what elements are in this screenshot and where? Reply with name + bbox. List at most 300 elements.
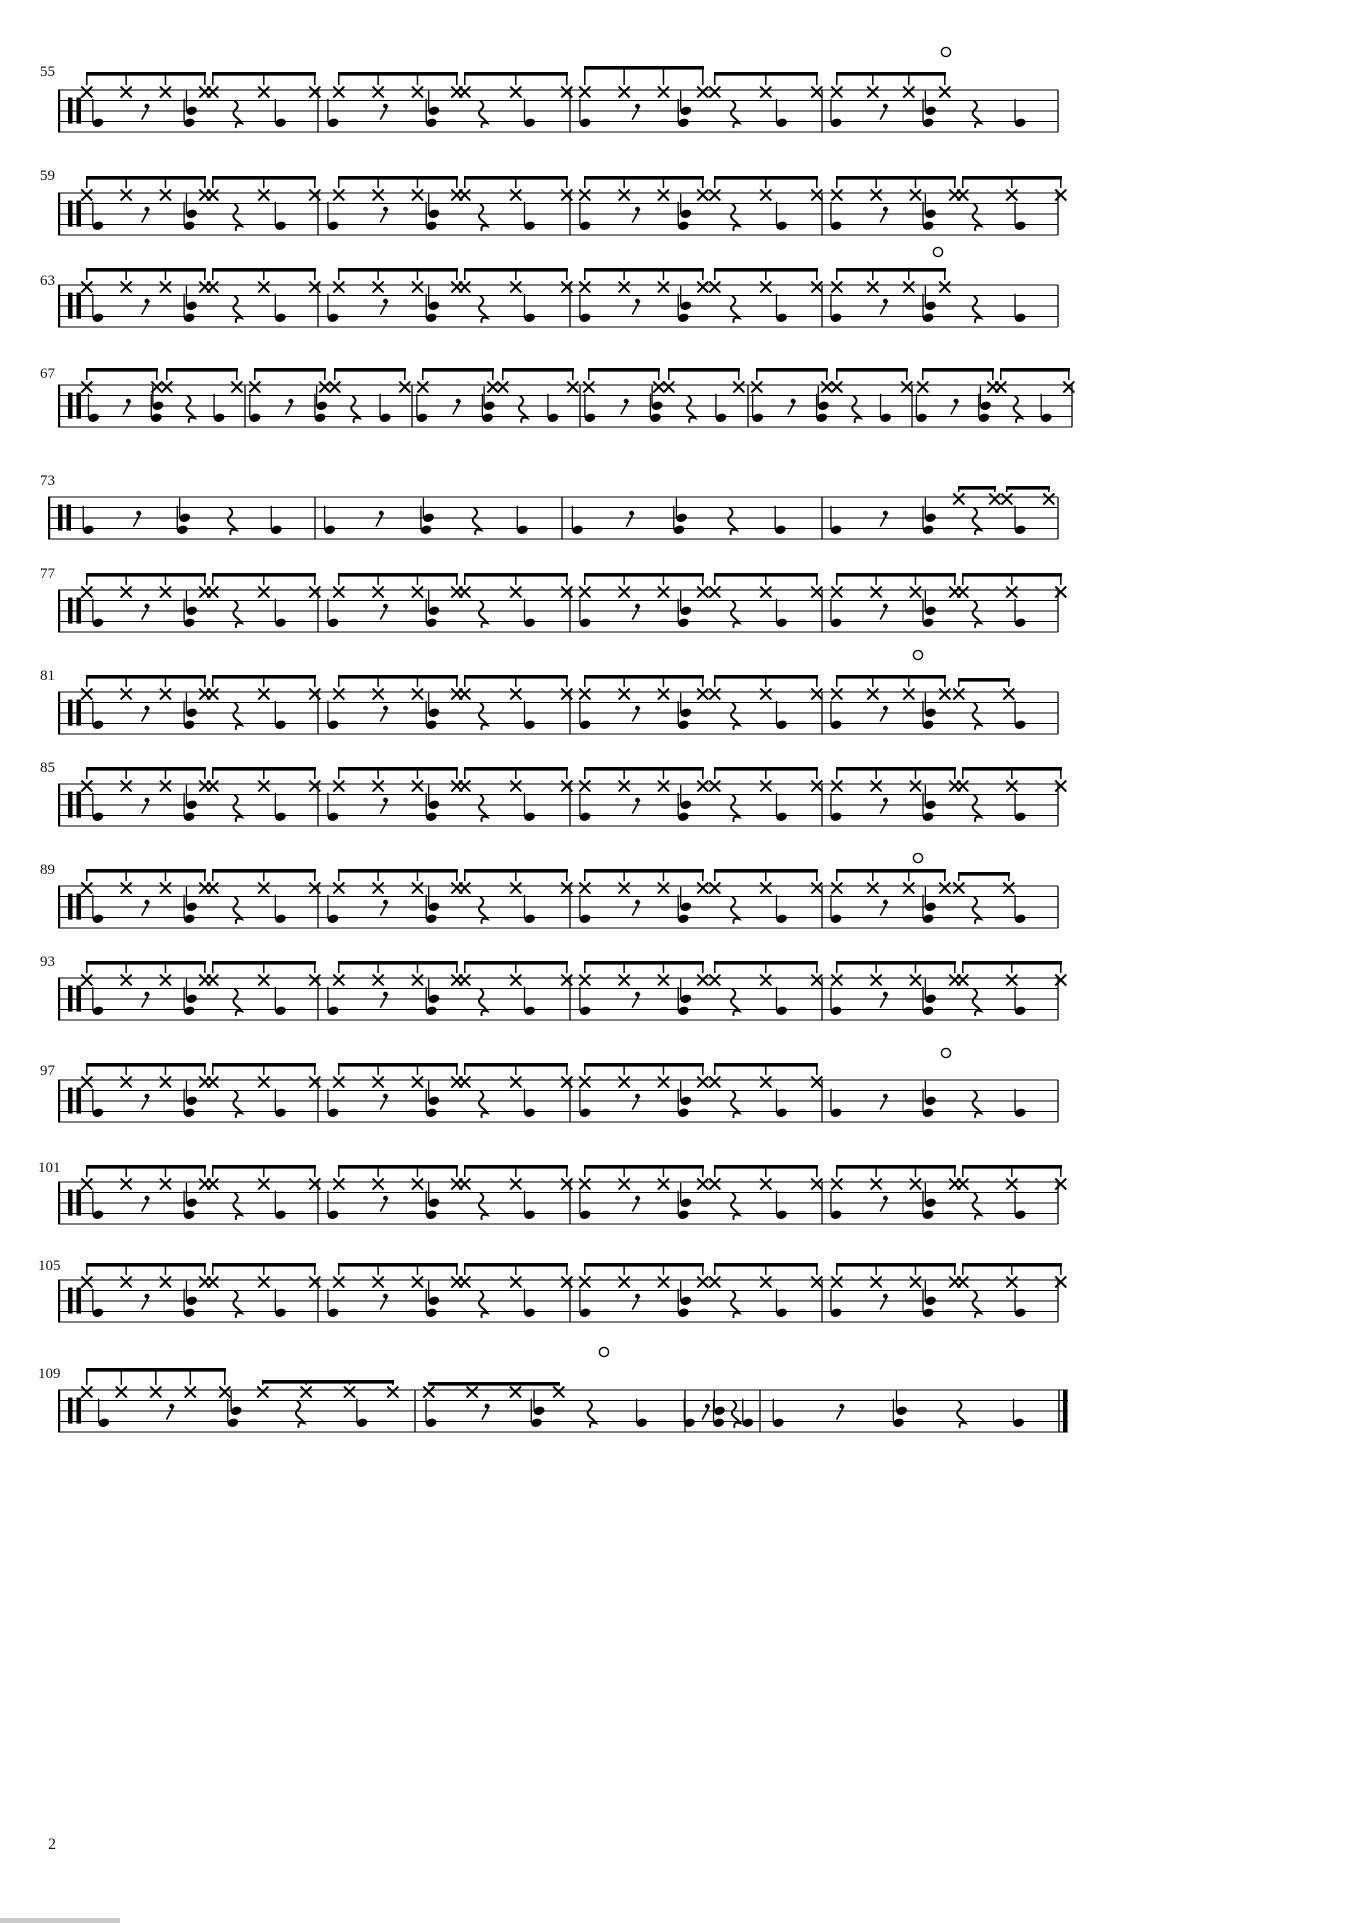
- kick-notehead: [92, 1307, 105, 1318]
- hihat-notehead: [903, 282, 914, 293]
- eighth-rest: [632, 798, 640, 814]
- hihat-notehead: [81, 689, 92, 700]
- hihat-notehead: [658, 975, 669, 986]
- quarter-rest: [479, 101, 488, 127]
- clef-bar: [68, 98, 73, 124]
- hihat-notehead: [510, 87, 521, 98]
- hihat-notehead: [831, 87, 842, 98]
- kick-notehead: [922, 1307, 935, 1318]
- quarter-rest: [728, 508, 737, 534]
- hihat-notehead: [160, 1179, 171, 1190]
- eighth-rest: [632, 299, 640, 315]
- kick-notehead: [274, 719, 287, 730]
- hihat-notehead: [319, 382, 330, 393]
- kick-notehead: [183, 617, 196, 628]
- hihat-notehead: [121, 689, 132, 700]
- quarter-rest: [588, 1401, 597, 1427]
- kick-notehead: [425, 913, 438, 924]
- hihat-notehead: [497, 382, 508, 393]
- snare-notehead: [680, 1295, 693, 1306]
- snare-notehead: [924, 1095, 937, 1106]
- beam: [338, 961, 458, 965]
- hihat-notehead: [459, 1277, 470, 1288]
- quarter-rest: [233, 1091, 242, 1117]
- beam: [86, 869, 206, 873]
- hihat-notehead: [1055, 1277, 1066, 1288]
- quarter-rest: [973, 989, 982, 1015]
- kick-notehead: [92, 617, 105, 628]
- kick-notehead: [830, 913, 843, 924]
- beam: [836, 72, 946, 76]
- quarter-rest: [973, 897, 982, 923]
- snare-notehead: [651, 400, 664, 411]
- hihat-notehead: [697, 883, 708, 894]
- hihat-notehead: [160, 282, 171, 293]
- measure-number: 105: [38, 1258, 61, 1274]
- hihat-notehead: [760, 190, 771, 201]
- hihat-notehead: [619, 1179, 630, 1190]
- kick-notehead: [92, 1107, 105, 1118]
- kick-notehead: [274, 1209, 287, 1220]
- kick-notehead: [677, 617, 690, 628]
- hihat-notehead: [417, 382, 428, 393]
- clef-bar: [68, 1190, 73, 1216]
- hihat-notehead: [1055, 190, 1066, 201]
- eighth-rest: [880, 798, 888, 814]
- hihat-notehead: [871, 587, 882, 598]
- snare-notehead: [924, 901, 937, 912]
- beam: [254, 368, 326, 372]
- kick-notehead: [775, 913, 788, 924]
- hihat-notehead: [1055, 1179, 1066, 1190]
- snare-notehead: [178, 512, 191, 523]
- kick-notehead: [92, 117, 105, 128]
- hihat-notehead: [81, 975, 92, 986]
- hihat-notehead: [903, 87, 914, 98]
- snare-notehead: [185, 208, 198, 219]
- kick-notehead: [579, 1209, 592, 1220]
- kick-notehead: [922, 1209, 935, 1220]
- hihat-notehead: [871, 781, 882, 792]
- system-start-barline: [58, 784, 60, 826]
- eighth-rest: [142, 1094, 150, 1110]
- kick-notehead: [830, 1307, 843, 1318]
- snare-notehead: [185, 1197, 198, 1208]
- beam: [958, 486, 996, 490]
- snare-notehead: [924, 1197, 937, 1208]
- quarter-rest: [687, 396, 696, 422]
- beam: [86, 767, 206, 771]
- hihat-notehead: [333, 87, 344, 98]
- hihat-notehead: [939, 689, 950, 700]
- hihat-notehead: [510, 190, 521, 201]
- hihat-notehead: [910, 1277, 921, 1288]
- measure-number: 73: [40, 473, 55, 489]
- snare-notehead: [680, 605, 693, 616]
- system-start-barline: [58, 90, 60, 132]
- hihat-notehead: [619, 975, 630, 986]
- kick-notehead: [176, 524, 189, 535]
- kick-notehead: [673, 524, 686, 535]
- hihat-notehead: [910, 1179, 921, 1190]
- eighth-rest: [142, 1294, 150, 1310]
- quarter-rest: [731, 897, 740, 923]
- hihat-notehead: [459, 883, 470, 894]
- hihat-notehead: [1055, 587, 1066, 598]
- hihat-notehead: [81, 190, 92, 201]
- hihat-notehead: [751, 382, 762, 393]
- hihat-notehead: [161, 382, 172, 393]
- hihat-notehead: [579, 87, 590, 98]
- hihat-notehead: [658, 190, 669, 201]
- eighth-rest: [880, 104, 888, 120]
- beam: [756, 368, 828, 372]
- kick-notehead: [327, 617, 340, 628]
- beam: [338, 72, 458, 76]
- hihat-notehead: [258, 975, 269, 986]
- hihat-notehead: [831, 975, 842, 986]
- eighth-rest: [380, 1094, 388, 1110]
- beam: [836, 268, 946, 272]
- quarter-rest: [731, 1291, 740, 1317]
- eighth-rest: [133, 511, 141, 527]
- kick-notehead: [830, 1107, 843, 1118]
- kick-notehead: [922, 1107, 935, 1118]
- clef-bar: [68, 700, 73, 726]
- kick-notehead: [327, 220, 340, 231]
- kick-notehead: [571, 524, 584, 535]
- clef-bar: [77, 98, 82, 124]
- hihat-notehead: [658, 87, 669, 98]
- kick-notehead: [274, 1005, 287, 1016]
- hihat-notehead: [579, 1277, 590, 1288]
- eighth-rest: [286, 399, 294, 415]
- beam: [922, 368, 994, 372]
- kick-notehead: [249, 412, 262, 423]
- hihat-notehead: [658, 689, 669, 700]
- beam: [584, 767, 704, 771]
- quarter-rest: [973, 204, 982, 230]
- eighth-rest: [380, 900, 388, 916]
- clef-bar: [77, 393, 82, 419]
- hihat-notehead: [760, 975, 771, 986]
- hihat-notehead: [121, 1077, 132, 1088]
- hihat-notehead: [811, 689, 822, 700]
- hihat-notehead: [81, 883, 92, 894]
- hihat-notehead: [811, 1277, 822, 1288]
- quarter-rest: [731, 989, 740, 1015]
- quarter-rest: [973, 601, 982, 627]
- hihat-notehead: [619, 781, 630, 792]
- system-start-barline: [48, 497, 50, 539]
- system-89: [58, 869, 1058, 928]
- kick-notehead: [1014, 719, 1027, 730]
- hihat-notehead: [811, 282, 822, 293]
- hihat-notehead: [910, 975, 921, 986]
- hihat-notehead: [121, 587, 132, 598]
- kick-notehead: [87, 412, 100, 423]
- beam: [338, 1165, 458, 1169]
- hihat-notehead: [553, 1387, 564, 1398]
- hihat-notehead: [697, 190, 708, 201]
- hihat-notehead: [81, 1277, 92, 1288]
- beam: [86, 368, 158, 372]
- hihat-notehead: [249, 382, 260, 393]
- hihat-notehead: [373, 1077, 384, 1088]
- hihat-notehead: [412, 883, 423, 894]
- kick-notehead: [579, 913, 592, 924]
- hihat-notehead: [831, 1277, 842, 1288]
- kick-notehead: [830, 312, 843, 323]
- eighth-rest: [632, 207, 640, 223]
- kick-notehead: [227, 1417, 240, 1428]
- hihat-notehead: [116, 1387, 127, 1398]
- kick-notehead: [530, 1417, 543, 1428]
- kick-notehead: [830, 1209, 843, 1220]
- hihat-notehead: [412, 190, 423, 201]
- hihat-notehead: [1043, 494, 1054, 505]
- hihat-notehead: [510, 1179, 521, 1190]
- open-hihat-marking: [913, 650, 922, 659]
- hihat-notehead: [1006, 587, 1017, 598]
- clef-bar: [68, 1288, 73, 1314]
- hihat-notehead: [459, 190, 470, 201]
- kick-notehead: [425, 1107, 438, 1118]
- eighth-rest: [880, 1094, 888, 1110]
- quarter-rest: [1014, 396, 1023, 422]
- kick-notehead: [183, 312, 196, 323]
- hihat-notehead: [831, 587, 842, 598]
- quarter-rest: [479, 703, 488, 729]
- eighth-rest: [380, 706, 388, 722]
- kick-notehead: [775, 117, 788, 128]
- beam: [836, 767, 956, 771]
- hihat-notehead: [867, 87, 878, 98]
- hihat-notehead: [831, 781, 842, 792]
- snare-notehead: [428, 105, 441, 116]
- clef-bar: [68, 1088, 73, 1114]
- measure-number: 93: [40, 954, 55, 970]
- clef-bar: [77, 986, 82, 1012]
- hihat-notehead: [1003, 883, 1014, 894]
- beam: [836, 176, 956, 180]
- hihat-notehead: [831, 1179, 842, 1190]
- kick-notehead: [516, 524, 529, 535]
- system-73: [48, 486, 1058, 539]
- clef-bar: [68, 1398, 73, 1424]
- kick-notehead: [775, 1005, 788, 1016]
- quarter-rest: [731, 795, 740, 821]
- eighth-rest: [788, 399, 796, 415]
- hihat-notehead: [579, 689, 590, 700]
- hihat-notehead: [709, 282, 720, 293]
- kick-notehead: [425, 1005, 438, 1016]
- kick-notehead: [774, 524, 787, 535]
- eighth-rest: [123, 399, 131, 415]
- kick-notehead: [92, 220, 105, 231]
- system-63: [58, 268, 1058, 327]
- footer-scroll-indicator: [0, 1918, 120, 1923]
- hihat-notehead: [373, 1179, 384, 1190]
- eighth-rest: [376, 511, 384, 527]
- hihat-notehead: [121, 883, 132, 894]
- kick-notehead: [92, 1209, 105, 1220]
- hihat-notehead: [760, 689, 771, 700]
- kick-notehead: [523, 312, 536, 323]
- snare-notehead: [680, 1197, 693, 1208]
- quarter-rest: [973, 795, 982, 821]
- kick-notehead: [425, 117, 438, 128]
- kick-notehead: [830, 117, 843, 128]
- beam: [836, 869, 946, 873]
- hihat-notehead: [207, 883, 218, 894]
- hihat-notehead: [207, 689, 218, 700]
- clef-bar: [68, 986, 73, 1012]
- quarter-rest: [852, 396, 861, 422]
- hihat-notehead: [373, 975, 384, 986]
- hihat-notehead: [1055, 975, 1066, 986]
- kick-notehead: [327, 1005, 340, 1016]
- clef-bar: [67, 505, 72, 531]
- hihat-notehead: [510, 689, 521, 700]
- eighth-rest: [880, 992, 888, 1008]
- kick-notehead: [274, 312, 287, 323]
- hihat-notehead: [121, 1277, 132, 1288]
- quarter-rest: [479, 1193, 488, 1219]
- hihat-notehead: [373, 587, 384, 598]
- snare-notehead: [924, 605, 937, 616]
- system-start-barline: [58, 978, 60, 1020]
- clef-bar: [77, 1398, 82, 1424]
- kick-notehead: [978, 412, 991, 423]
- clef-bar: [77, 1190, 82, 1216]
- quarter-rest: [479, 1091, 488, 1117]
- measure-number: 97: [40, 1063, 55, 1079]
- hihat-notehead: [697, 781, 708, 792]
- hihat-notehead: [939, 282, 950, 293]
- kick-notehead: [323, 524, 336, 535]
- beam: [584, 675, 704, 679]
- eighth-rest: [380, 207, 388, 223]
- snare-notehead: [428, 605, 441, 616]
- hihat-notehead: [619, 87, 630, 98]
- quarter-rest: [479, 897, 488, 923]
- beam: [584, 1165, 704, 1169]
- snare-notehead: [924, 512, 937, 523]
- eighth-rest: [951, 399, 959, 415]
- kick-notehead: [830, 719, 843, 730]
- hihat-notehead: [917, 382, 928, 393]
- kick-notehead: [523, 117, 536, 128]
- hihat-notehead: [658, 1179, 669, 1190]
- snare-notehead: [483, 400, 496, 411]
- snare-notehead: [680, 707, 693, 718]
- hihat-notehead: [258, 1077, 269, 1088]
- kick-notehead: [922, 524, 935, 535]
- hihat-notehead: [333, 883, 344, 894]
- kick-notehead: [922, 117, 935, 128]
- clef-bar: [68, 393, 73, 419]
- quarter-rest: [233, 897, 242, 923]
- beam: [334, 368, 406, 372]
- hihat-notehead: [412, 87, 423, 98]
- kick-notehead: [579, 312, 592, 323]
- eighth-rest: [142, 299, 150, 315]
- quarter-rest: [973, 101, 982, 127]
- hihat-notehead: [619, 190, 630, 201]
- kick-notehead: [922, 220, 935, 231]
- eighth-rest: [142, 1196, 150, 1212]
- quarter-rest: [233, 703, 242, 729]
- measure-number: 77: [40, 566, 55, 582]
- hihat-notehead: [160, 883, 171, 894]
- hihat-notehead: [185, 1387, 196, 1398]
- kick-notehead: [1014, 811, 1027, 822]
- snare-notehead: [680, 105, 693, 116]
- snare-notehead: [924, 993, 937, 1004]
- beam: [338, 675, 458, 679]
- hihat-notehead: [1006, 1179, 1017, 1190]
- hihat-notehead: [760, 781, 771, 792]
- clef-bar: [77, 201, 82, 227]
- hihat-notehead: [160, 689, 171, 700]
- eighth-rest: [380, 992, 388, 1008]
- kick-notehead: [523, 719, 536, 730]
- quarter-rest: [973, 703, 982, 729]
- beam: [836, 961, 956, 965]
- open-hihat-marking: [913, 853, 922, 862]
- kick-notehead: [922, 1005, 935, 1016]
- snare-notehead: [924, 799, 937, 810]
- kick-notehead: [677, 1307, 690, 1318]
- hihat-notehead: [412, 975, 423, 986]
- hihat-notehead: [207, 282, 218, 293]
- kick-notehead: [922, 719, 935, 730]
- hihat-notehead: [653, 382, 664, 393]
- quarter-rest: [731, 204, 740, 230]
- hihat-notehead: [957, 975, 968, 986]
- kick-notehead: [274, 1307, 287, 1318]
- beam: [86, 573, 206, 577]
- hihat-notehead: [910, 587, 921, 598]
- kick-notehead: [274, 117, 287, 128]
- hihat-notehead: [867, 883, 878, 894]
- eighth-rest: [632, 706, 640, 722]
- hihat-notehead: [831, 883, 842, 894]
- hihat-notehead: [871, 1179, 882, 1190]
- hihat-notehead: [160, 781, 171, 792]
- hihat-notehead: [709, 1179, 720, 1190]
- kick-notehead: [327, 719, 340, 730]
- hihat-notehead: [831, 190, 842, 201]
- hihat-notehead: [258, 587, 269, 598]
- hihat-notehead: [697, 689, 708, 700]
- kick-notehead: [635, 1417, 648, 1428]
- snare-notehead: [230, 1405, 243, 1416]
- beam: [588, 368, 660, 372]
- clef-bar: [77, 293, 82, 319]
- kick-notehead: [830, 220, 843, 231]
- kick-notehead: [183, 1209, 196, 1220]
- quarter-rest: [479, 601, 488, 627]
- hihat-notehead: [811, 975, 822, 986]
- beam: [836, 1263, 956, 1267]
- open-hihat-marking: [599, 1347, 608, 1356]
- hihat-notehead: [510, 1387, 521, 1398]
- kick-notehead: [922, 913, 935, 924]
- snare-notehead: [924, 300, 937, 311]
- kick-notehead: [97, 1417, 110, 1428]
